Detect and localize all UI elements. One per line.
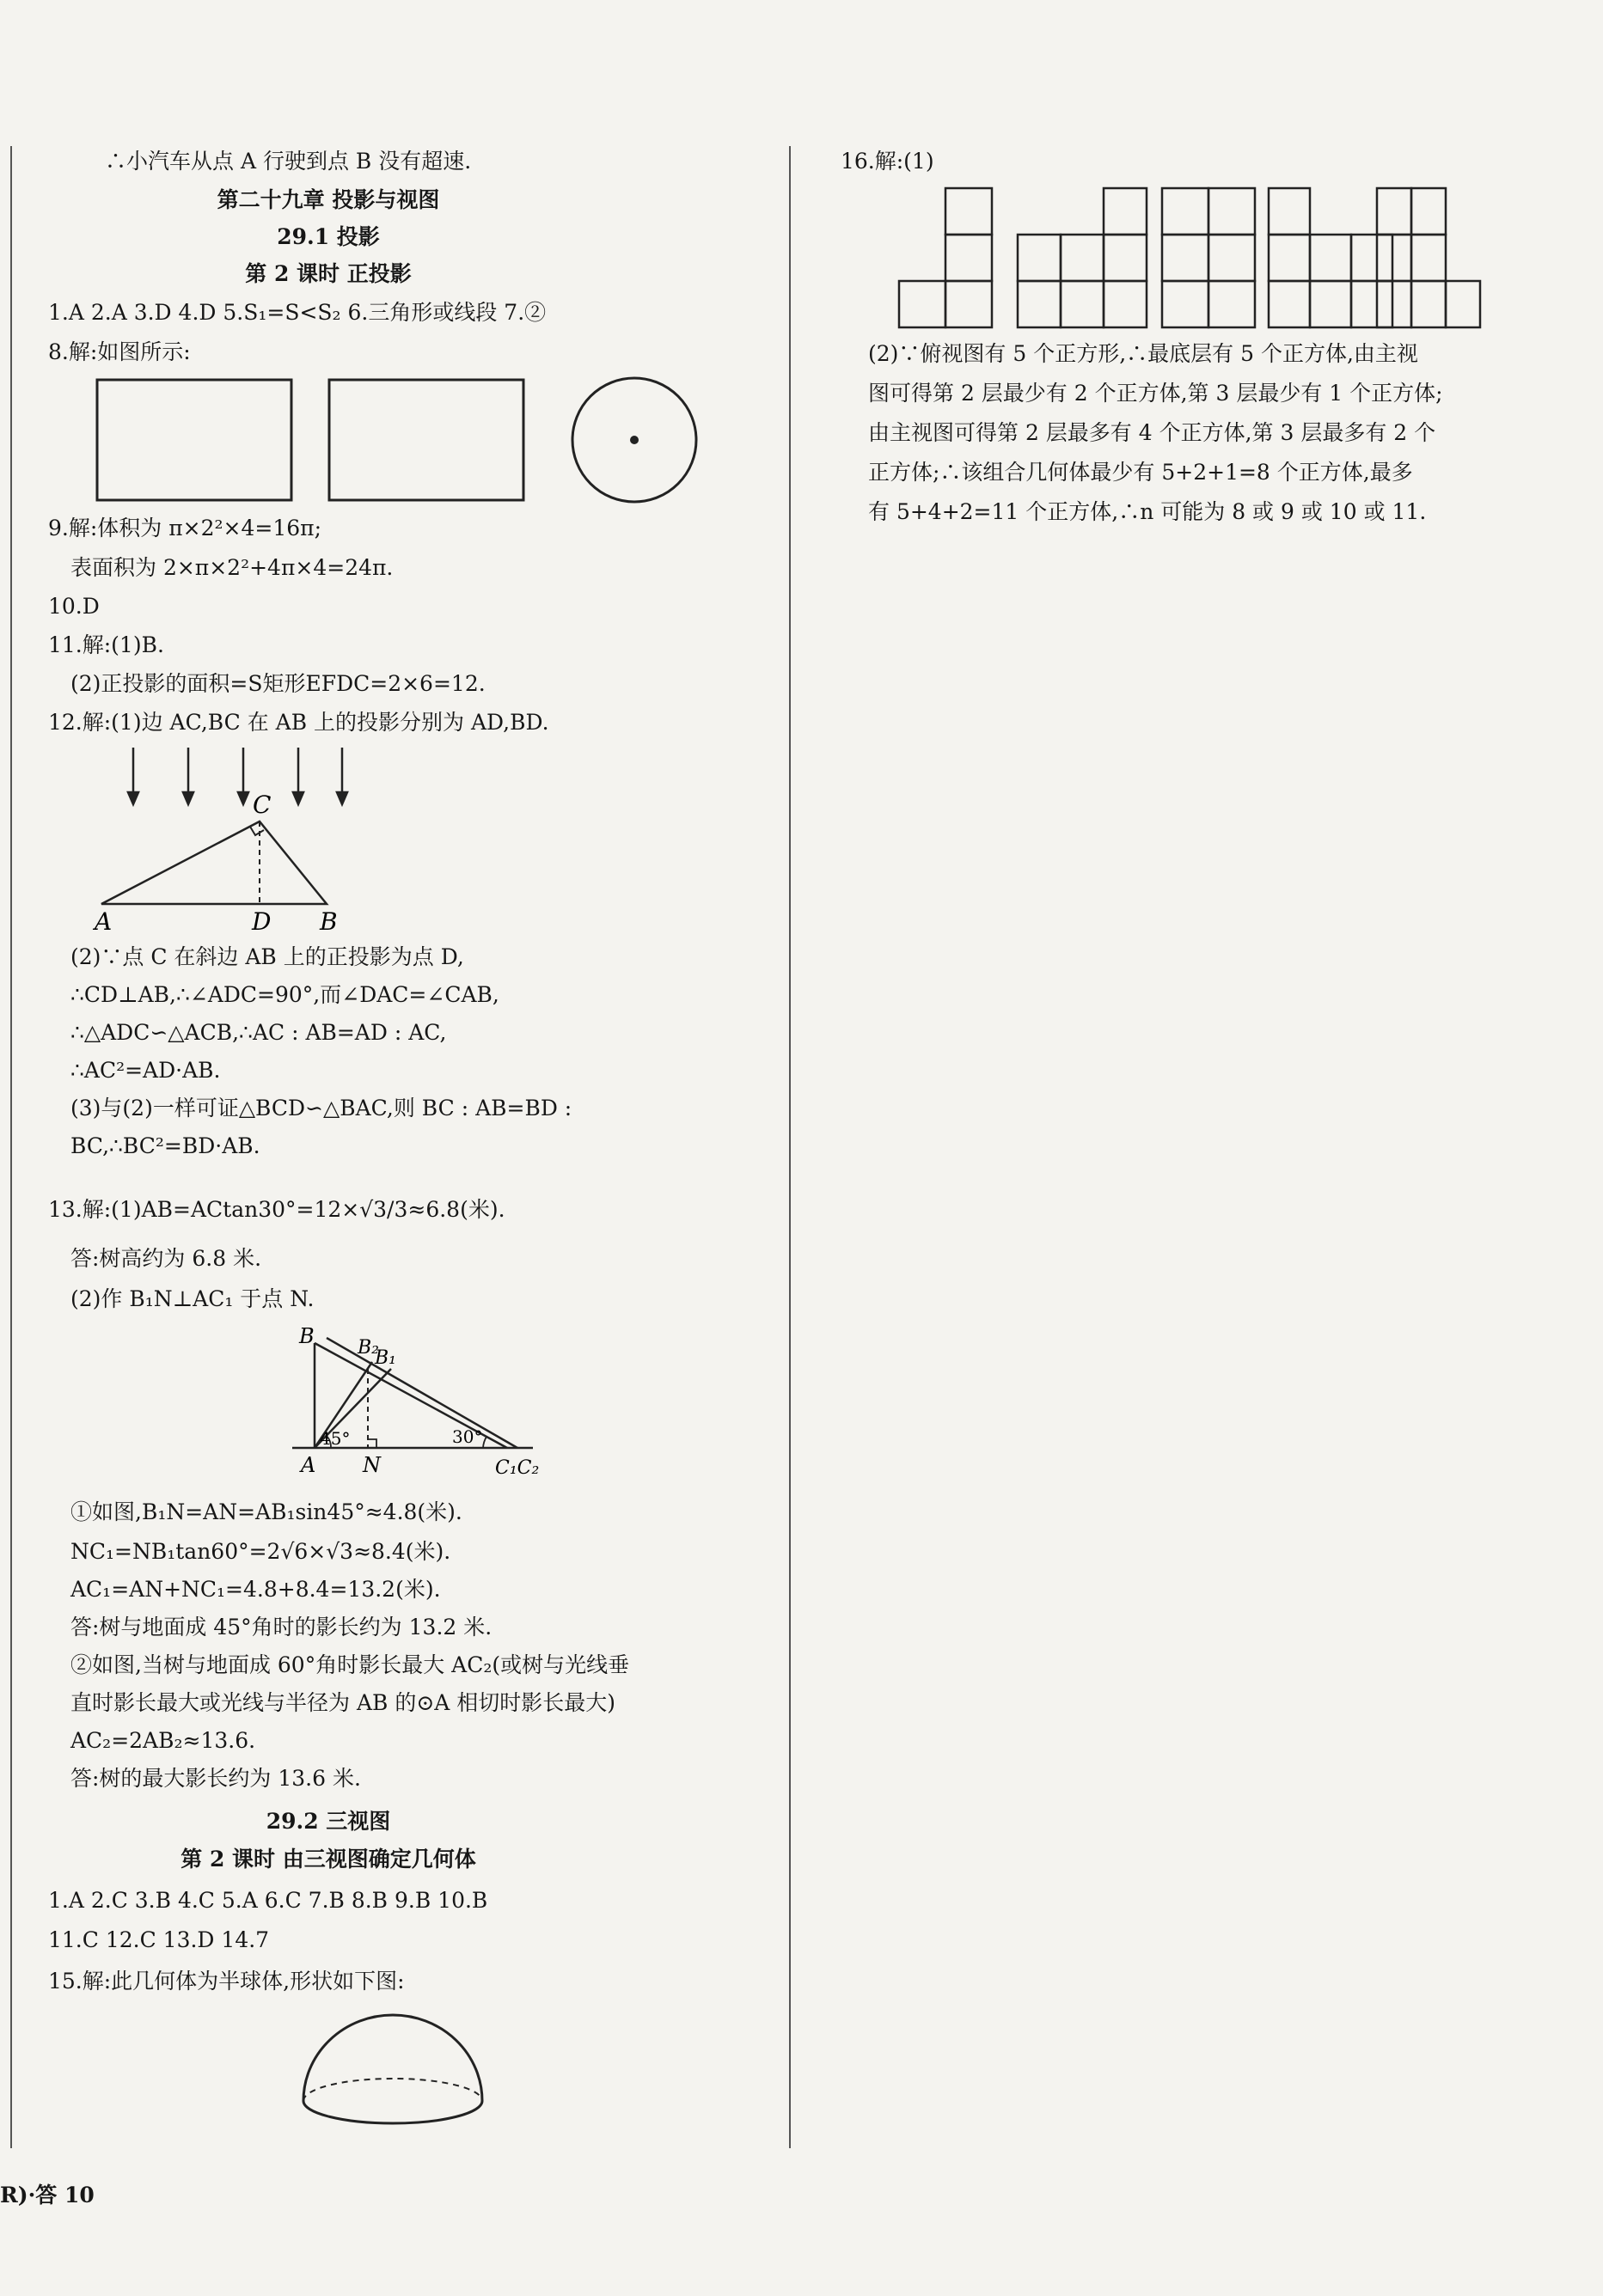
section-title-29-1: 29.1 投影 <box>277 224 380 249</box>
q12-line1: 12.解:(1)边 AC,BC 在 AB 上的投影分别为 AD,BD. <box>48 710 549 735</box>
q13-line10: AC₂=2AB₂≈13.6. <box>70 1728 256 1753</box>
section-title-29-2: 29.2 三视图 <box>266 1809 391 1834</box>
chapter-title: 第二十九章 投影与视图 <box>217 187 440 212</box>
answers-mc-2b: 11.C 12.C 13.D 14.7 <box>48 1927 270 1952</box>
q13-line8: ②如图,当树与地面成 60°角时影长最大 AC₂(或树与光线垂 <box>70 1652 630 1677</box>
view-1 <box>899 188 992 327</box>
hemisphere-base-front <box>303 2101 482 2123</box>
lesson-title-2: 第 2 课时 由三视图确定几何体 <box>180 1847 476 1872</box>
q16-line6: 有 5+4+2=11 个正方体,∴n 可能为 8 或 9 或 10 或 11. <box>868 499 1427 524</box>
label-c: C <box>253 791 272 819</box>
tree-angle-45-label: 45° <box>320 1428 351 1449</box>
front-view-rect <box>97 380 291 500</box>
q12-line2: (2)∵点 C 在斜边 AB 上的正投影为点 D, <box>70 944 464 969</box>
tree-label-c1c2: C₁C₂ <box>495 1457 540 1479</box>
q15-text: 15.解:此几何体为半球体,形状如下图: <box>48 1969 405 1994</box>
q9-line1: 9.解:体积为 π×2²×4=16π; <box>48 516 321 540</box>
q13-line7: 答:树与地面成 45°角时的影长约为 13.2 米. <box>70 1615 493 1640</box>
q12-line5: ∴AC²=AD·AB. <box>70 1058 221 1083</box>
q13-line4: ①如图,B₁N=AN=AB₁sin45°≈4.8(米). <box>70 1499 462 1524</box>
hemisphere-base-back <box>303 2079 482 2101</box>
tree-label-b1: B₁ <box>375 1347 396 1369</box>
lesson-title-1: 第 2 课时 正投影 <box>245 261 412 286</box>
q12-triangle-figure <box>86 739 387 945</box>
hemisphere-dome <box>303 2015 482 2101</box>
q11-line1: 11.解:(1)B. <box>48 632 164 657</box>
q16-line1: 16.解:(1) <box>841 149 934 174</box>
q12-line6: (3)与(2)一样可证△BCD∽△BAC,则 BC : AB=BD : <box>70 1096 572 1121</box>
answers-mc-1: 1.A 2.A 3.D 4.D 5.S₁=S<S₂ 6.三角形或线段 7.② <box>48 300 547 325</box>
q13-line9: 直时影长最大或光线与半径为 AB 的⊙A 相切时影长最大) <box>70 1690 616 1715</box>
top-view-center-dot <box>630 436 639 444</box>
q9-line2: 表面积为 2×π×2²+4π×4=24π. <box>70 555 394 580</box>
q13-tree-figure <box>284 1319 541 1491</box>
right-angle-n <box>368 1439 376 1448</box>
tree-label-a: A <box>301 1453 316 1477</box>
conclusion-line: ∴小汽车从点 A 行驶到点 B 没有超速. <box>105 149 472 174</box>
right-angle-mark <box>250 827 264 835</box>
q10-text: 10.D <box>48 594 100 619</box>
sun-ray-2 <box>327 1338 517 1448</box>
q13-line1: 13.解:(1)AB=ACtan30°=12×√3/3≈6.8(米). <box>48 1197 505 1222</box>
left-margin-line <box>10 146 12 2148</box>
q16-line4: 由主视图可得第 2 层最多有 4 个正方体,第 3 层最多有 2 个 <box>868 420 1436 445</box>
q12-line7: BC,∴BC²=BD·AB. <box>70 1133 260 1158</box>
triangle-abc <box>101 821 327 904</box>
view-3 <box>1162 188 1255 327</box>
column-divider <box>789 146 791 2148</box>
q13-line3: (2)作 B₁N⊥AC₁ 于点 N. <box>70 1286 315 1311</box>
q16-view-5-figure <box>1375 180 1483 335</box>
q13-line2: 答:树高约为 6.8 米. <box>70 1246 262 1271</box>
q16-line3: 图可得第 2 层最少有 2 个正方体,第 3 层最少有 1 个正方体; <box>868 381 1443 406</box>
q13-line5: NC₁=NB₁tan60°=2√6×√3≈8.4(米). <box>70 1539 451 1564</box>
page-footer: R)·答 10 <box>0 2183 95 2207</box>
q8-text: 8.解:如图所示: <box>48 339 191 364</box>
q16-line2: (2)∵俯视图有 5 个正方形,∴最底层有 5 个正方体,由主视 <box>868 341 1418 366</box>
q11-line2: (2)正投影的面积=S矩形EFDC=2×6=12. <box>70 671 486 696</box>
label-a: A <box>95 907 113 936</box>
tree-angle-30-label: 30° <box>452 1426 483 1447</box>
tree-label-b2: B₂ <box>358 1337 379 1359</box>
q16-line5: 正方体;∴该组合几何体最少有 5+2+1=8 个正方体,最多 <box>868 460 1413 485</box>
view-4 <box>1269 188 1392 327</box>
view-2 <box>1018 188 1147 327</box>
q12-line4: ∴△ADC∽△ACB,∴AC : AB=AD : AC, <box>70 1020 447 1045</box>
label-b: B <box>320 907 338 936</box>
q12-line3: ∴CD⊥AB,∴∠ADC=90°,而∠DAC=∠CAB, <box>70 982 499 1007</box>
tree-label-b: B <box>299 1324 315 1348</box>
q15-hemisphere-figure <box>297 2006 494 2135</box>
side-view-rect <box>329 380 523 500</box>
q13-line6: AC₁=AN+NC₁=4.8+8.4=13.2(米). <box>70 1577 441 1602</box>
label-d: D <box>252 907 272 936</box>
q8-figure <box>86 369 722 511</box>
angle-arc-30 <box>483 1437 486 1448</box>
answers-mc-2a: 1.A 2.C 3.B 4.C 5.A 6.C 7.B 8.B 9.B 10.B <box>48 1888 488 1913</box>
q13-line11: 答:树的最大影长约为 13.6 米. <box>70 1766 361 1791</box>
tree-label-n: N <box>363 1453 381 1477</box>
